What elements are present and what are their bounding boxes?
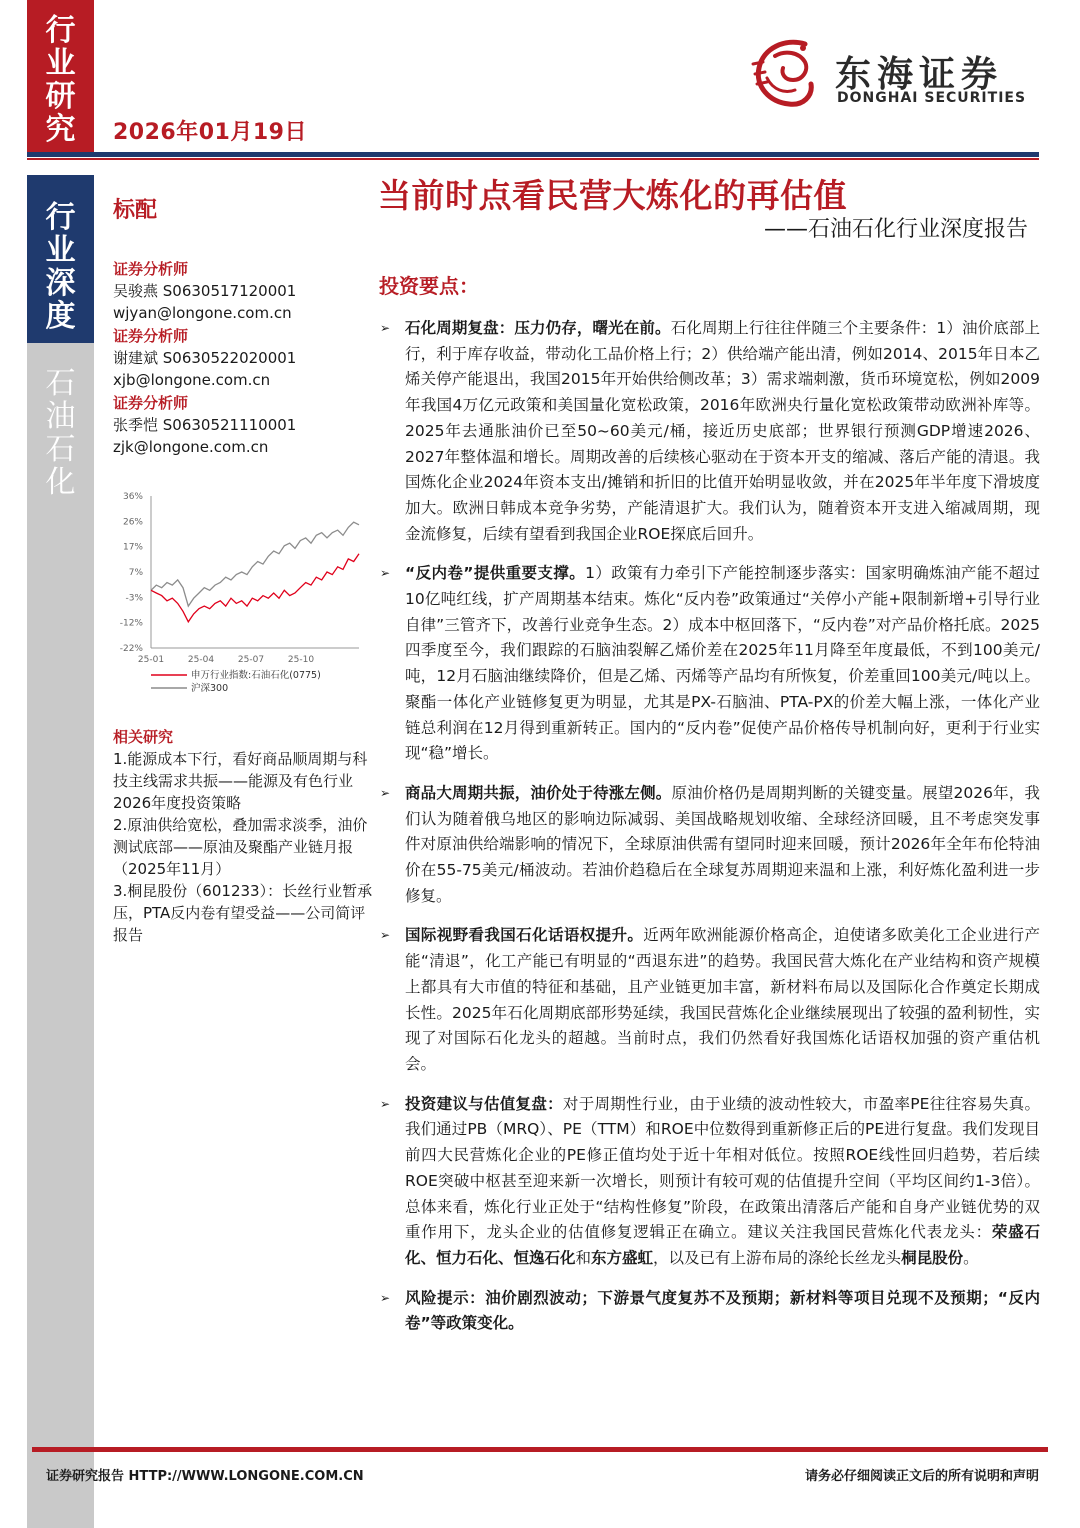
- analyst-email: zjk@longone.com.cn: [113, 438, 269, 456]
- analyst-role: 证券分析师: [113, 260, 189, 278]
- chart-x-tick-label: 25-01: [137, 655, 165, 665]
- chart-y-tick-label: 7%: [128, 568, 143, 578]
- key-point-lead: “反内卷”提供重要支撑。: [405, 564, 586, 583]
- analyst-email: xjb@longone.com.cn: [113, 371, 271, 389]
- key-point: [380, 316, 1040, 547]
- side-tab-industry-research: [27, 0, 94, 152]
- recommended-companies: 荣盛石化、恒力石化、恒逸石化: [405, 1223, 1040, 1267]
- risk-warning: 风险提示：油价剧烈波动；下游景气度复苏不及预期；新材料等项目兑现不及预期；“反内卷”等政策变化。: [405, 1288, 1040, 1333]
- arrow-bullet-icon: ➢: [380, 785, 391, 800]
- footer-disclaimer: 请务必仔细阅读正文后的所有说明和声明: [804, 1469, 1039, 1484]
- header-divider-accent: [27, 158, 1039, 160]
- related-research: [113, 726, 375, 946]
- key-point: [380, 561, 1040, 767]
- key-point-text: 石化周期上行往往伴随三个主要条件：1）油价底部上行，利于库存收益，带动化工品价格上行；2）供给端产能出清，例如2014、2015年日本乙烯关停产能退出，我国2015年开始供给侧改革；3）需求端刺激，货币环境宽松，例如2009年我国4万亿元政策和美国量化宽松政策，2016年欧洲央行量化宽松政策带动欧洲补库等。2025年去通胀油价已至50~60美元/桶，接近历史底部；世界银行预测GDP增速2026、2027年整体温和增长。周期改善的后续核心驱动在于资本开支的缩减、落后产能的清退。我国炼化企业2024年资本支出/摊销和折旧的比值开始明显收敛，并在2025年半年度下滑坡度加大。欧洲日韩成本竞争劣势，产能清退扩大。我们认为，随着资本开支进入缩减周期，现金流修复，后续有望看到我国企业ROE探底后回升。: [405, 319, 1040, 543]
- analyst-name: 吴骏燕 S0630517120001: [113, 282, 297, 300]
- analyst-entry: [113, 392, 353, 458]
- key-point: [380, 781, 1040, 910]
- chart-y-tick-label: 26%: [122, 517, 143, 528]
- arrow-bullet-icon: ➢: [380, 321, 391, 335]
- arrow-bullet-icon: ➢: [380, 928, 391, 943]
- key-point-text: 对于周期性行业，由于业绩的波动性较大，市盈率PE往往容易失真。我们通过PB（MRQ）、PE（TTM）和ROE中位数得到重新修正后的PE进行复盘。我们发现目前四大民营炼化企业的PE修正值均处于近十年相对低位。按照ROE线性回归趋势，若后续ROE突破中枢甚至迎来新一次增长，则预计有较可观的估值提升空间（平均区间约1-3倍）。总体来看，炼化行业正处于“结构性修复”阶段，在政策出清落后产能和自身产业链优势的双重作用下，龙头企业的估值修复逻辑正在确立。建议关注我国民营炼化代表龙头：: [405, 1094, 1040, 1242]
- arrow-bullet-icon: ➢: [380, 1096, 391, 1111]
- analyst-email: wjyan@longone.com.cn: [113, 304, 292, 322]
- chart-x-tick-label: 25-04: [187, 655, 215, 665]
- key-point: [380, 923, 1040, 1077]
- industry-rating: 标配: [113, 198, 158, 223]
- key-points-list: [380, 316, 1040, 1351]
- chart-y-tick-label: -22%: [119, 644, 143, 654]
- analyst-role: 证券分析师: [113, 327, 189, 345]
- footer-divider: [32, 1447, 1048, 1452]
- chart-x-tick-label: 25-10: [287, 655, 315, 665]
- side-tab-sector-label: 石油石化: [45, 366, 76, 500]
- chart-x-tick-label: 25-07: [237, 655, 265, 665]
- recommended-company: 桐昆股份: [901, 1248, 964, 1267]
- related-research-title: 相关研究: [113, 728, 174, 746]
- chart-legend-label: 沪深300: [191, 683, 229, 694]
- header-divider: [27, 152, 1039, 157]
- key-point-text: 原油价格仍是周期判断的关键变量。展望2026年，我们认为随着俄乌地区的影响边际减弱、美国战略规划收缩、全球经济回暖，且不考虑突发事件对原油供给端影响的情况下，全球原油供需有望同时迎来回暖，预计2026年全年布伦特油价在55-75美元/桶波动。若油价趋稳后在全球复苏周期迎来温和上涨，利好炼化盈利进一步修复。: [405, 783, 1040, 905]
- key-point-lead: 投资建议与估值复盘：: [405, 1094, 563, 1113]
- related-research-item[interactable]: 3.桐昆股份（601233）：长丝行业暂承压，PTA反内卷有望受益——公司简评报告: [113, 882, 373, 944]
- chart-series-line: [151, 522, 359, 606]
- report-subtitle: ——石油石化行业深度报告: [763, 217, 1028, 242]
- key-point-text-end: 。: [963, 1248, 979, 1267]
- key-points-title: 投资要点：: [379, 274, 479, 298]
- chart-y-tick-label: 17%: [122, 542, 143, 553]
- analyst-role: 证券分析师: [113, 394, 189, 412]
- key-point-lead: 商品大周期共振，油价处于待涨左侧。: [405, 783, 672, 802]
- analyst-list: [113, 258, 353, 459]
- related-research-item[interactable]: 2.原油供给宽松，叠加需求淡季，油价测试底部——原油及聚酯产业链月报（2025年11月）: [113, 816, 368, 878]
- key-point-text-cont: ，以及已有上游布局的涤纶长丝龙头: [653, 1248, 902, 1267]
- key-point-lead: 国际视野看我国石化话语权提升。: [405, 926, 644, 945]
- logo-chinese-text: 东海证券: [835, 54, 1004, 95]
- key-point-risk: [380, 1286, 1040, 1337]
- chart-y-tick-label: -3%: [125, 593, 143, 604]
- side-tab-depth-label: 行业深度: [45, 200, 76, 334]
- key-point-lead: 石化周期复盘：压力仍存，曙光在前。: [405, 319, 671, 337]
- related-research-item[interactable]: 1.能源成本下行，看好商品顺周期与科技主线需求共振——能源及有色行业2026年度投资策略: [113, 750, 368, 812]
- company-logo: [745, 30, 1045, 120]
- side-tab-industry-depth: [27, 175, 94, 343]
- analyst-entry: [113, 258, 353, 324]
- key-point-text: 1）政策有力牵引下产能控制逐步落实：国家明确炼油产能不超过10亿吨红线，扩产周期基本结束。炼化“反内卷”政策通过“关停小产能+限制新增+引导行业自律”三管齐下，改善行业竞争生态。2）成本中枢回落下，“反内卷”对产品价格托底。2025四季度至今，我们跟踪的石脑油裂解乙烯价差在2025年11月降至年度最低，不到100美元/吨，12月石脑油继续降价，但是乙烯、丙烯等产品均有所恢复，价差重回100美元/吨以上。聚酯一体化产业链修复更为明显，尤其是PX-石脑油、PTA-PX的价差大幅上涨，一体化产业链总利润在12月得到重新转正。国内的“反内卷”促使产品价格传导机制向好，更利于行业实现“稳”增长。: [405, 564, 1040, 763]
- performance-chart: [113, 482, 373, 704]
- key-point: [380, 1092, 1040, 1272]
- recommended-company: 东方盛虹: [591, 1248, 654, 1267]
- side-tab-research-label: 行业研究: [45, 13, 76, 147]
- dragon-logo-icon: [745, 34, 827, 116]
- report-title: 当前时点看民营大炼化的再估值: [378, 176, 847, 215]
- chart-legend-label: 申万行业指数:石油石化(0775): [191, 670, 321, 681]
- analyst-entry: [113, 325, 353, 391]
- arrow-bullet-icon: ➢: [380, 566, 391, 581]
- report-date: 2026年01月19日: [113, 120, 307, 145]
- footer-website[interactable]: 证券研究报告 HTTP://WWW.LONGONE.COM.CN: [46, 1469, 364, 1484]
- chart-y-tick-label: 36%: [122, 492, 143, 502]
- side-tab-sector: [27, 343, 94, 1528]
- logo-english-text: DONGHAI SECURITIES: [837, 90, 1027, 106]
- analyst-name: 谢建斌 S0630522020001: [113, 349, 297, 367]
- chart-y-tick-label: -12%: [119, 618, 143, 629]
- key-point-text-conjunction: 和: [575, 1248, 592, 1267]
- key-point-text: 近两年欧洲能源价格高企，迫使诸多欧美化工企业进行产能“清退”，化工产能已有明显的“西退东进”的趋势。我国民营大炼化在产业结构和资产规模上都具有大市值的特征和基础，且产业链更加丰富，新材料布局以及国际化合作奠定长期成长性。2025年石化周期底部形势延续，我国民营炼化企业继续展现出了较强的盈利韧性，实现了对国际石化龙头的超越。当前时点，我们仍然看好我国炼化话语权加强的资产重估机会。: [405, 926, 1040, 1073]
- arrow-bullet-icon: ➢: [380, 1290, 391, 1305]
- analyst-name: 张季恺 S0630521110001: [113, 416, 297, 434]
